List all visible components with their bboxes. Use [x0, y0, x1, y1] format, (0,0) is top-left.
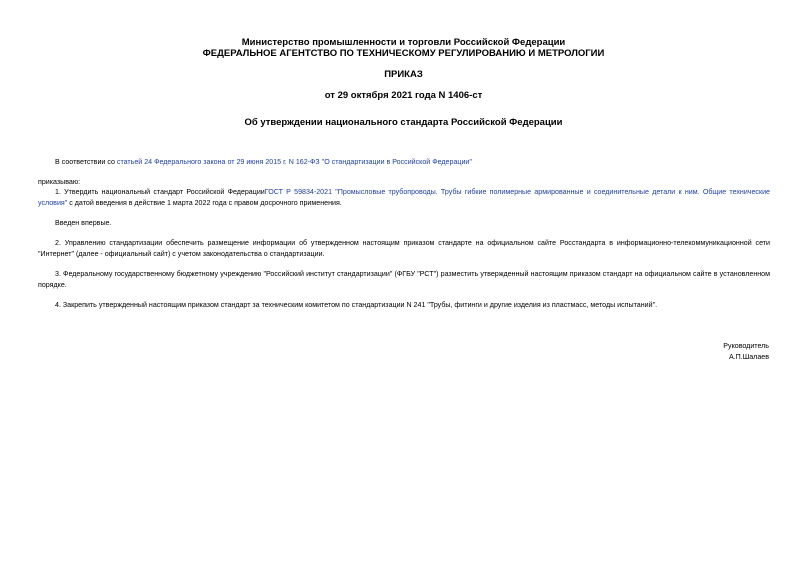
preamble: [55, 157, 770, 168]
document-type: ПРИКАЗ: [384, 69, 423, 80]
order-item-1: [38, 187, 770, 208]
agency-name: ФЕДЕРАЛЬНОЕ АГЕНТСТВО ПО ТЕХНИЧЕСКОМУ РЕГУЛИРОВАНИЮ И МЕТРОЛОГИИ: [202, 48, 605, 59]
order-item-4: 4. Закрепить утвержденный настоящим приказом стандарт за техническим комитетом по стандартизации N 241 "Трубы, фитинги и другие изделия из пластмасс, методы испытаний".: [55, 301, 658, 309]
federal-law-link[interactable]: статьей 24 Федерального закона от 29 июня 2015 г. N 162-ФЗ "О стандартизации в Российской Федерации": [116, 158, 472, 166]
introduced-first-time: Введен впервые.: [55, 219, 112, 227]
order-item-2: 2. Управлению стандартизации обеспечить размещение информации об утвержденном настоящим приказом стандарте на официальном сайте Росстандарта в информационно-телекоммуникационной сети "Интернет" (далее - официальный сайт) с учетом законодательства о стандартизации.: [38, 239, 770, 258]
order-item-3: 3. Федеральному государственному бюджетному учреждению "Российский институт стандартизации" (ФГБУ "РСТ") разместить утвержденный настоящим приказом стандарт на официальном сайте в установленном порядке.: [38, 270, 770, 289]
item1-suffix: с датой введения в действие 1 марта 2022 года с правом досрочного применения.: [67, 198, 342, 207]
item1-prefix: 1. Утвердить национальный стандарт Российской Федерации: [55, 188, 265, 196]
ministry-name: Министерство промышленности и торговли Российской Федерации: [241, 37, 566, 48]
document-subject: Об утверждении национального стандарта Российской Федерации: [244, 117, 563, 128]
preamble-prefix: В соответствии со: [55, 158, 117, 166]
signature-name: А.П.Шалаев: [728, 353, 769, 361]
gost-standard-link[interactable]: ГОСТ Р 59834-2021 "Промысловые трубопроводы. Трубы гибкие полимерные армированные и соединительные детали к ним. Общие технические условия": [38, 188, 770, 207]
order-word: приказываю:: [38, 178, 81, 186]
signature-title: Руководитель: [723, 342, 769, 350]
document-date-number: от 29 октября 2021 года N 1406-ст: [324, 90, 483, 101]
